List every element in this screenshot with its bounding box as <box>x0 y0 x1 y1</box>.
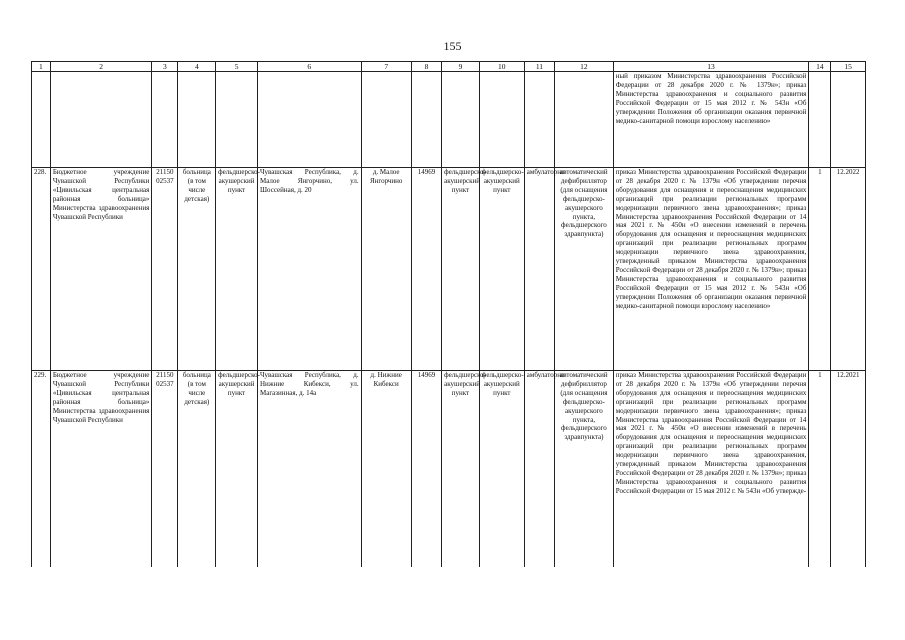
page-number: 155 <box>443 39 462 53</box>
col10-cell: фельдшерско-акушерский пункт <box>479 371 524 567</box>
table-row-continuation <box>32 72 866 168</box>
settlement-cell: д. Нижние Кибекси <box>361 371 411 567</box>
unit-cell: фельдшерско-акушерский пункт <box>216 371 258 567</box>
unit-cell: фельдшерско-акушерский пункт <box>216 168 258 371</box>
col9-cell: фельдшерско-акушерский пункт <box>442 371 480 567</box>
address-cell: Чувашская Республика, д. Нижние Кибекси, ул. Магазинная, д. 14а <box>257 371 361 567</box>
organization-cell: Бюджетное учреждение Чувашской Республики «Цивильская центральная районная больница» Министерства здравоохранения Чувашской Республики <box>50 371 152 567</box>
column-header: 8 <box>411 62 441 72</box>
column-header: 7 <box>361 62 411 72</box>
column-header: 11 <box>524 62 554 72</box>
column-header: 5 <box>216 62 258 72</box>
equipment-cell: автоматический дефибриллятор (для оснащения фельдшерско-акушерского пункта, фельдшерского здравпункта) <box>555 168 614 371</box>
col10-cell: фельдшерско-акушерский пункт <box>479 168 524 371</box>
table-row <box>32 168 866 371</box>
facility-type-cell: больница (в том числе детская) <box>178 168 216 371</box>
column-header: 9 <box>442 62 480 72</box>
care-form-cell: амбулаторно <box>524 168 554 371</box>
address-cell: Чувашская Республика, д. Малое Янгорчино, ул. Шоссейная, д. 20 <box>257 168 361 371</box>
oktmo-cell: 14969 <box>411 168 441 371</box>
equipment-cell: автоматический дефибриллятор (для оснащения фельдшерско-акушерского пункта, фельдшерского здравпункта) <box>555 371 614 567</box>
column-header: 1 <box>32 62 51 72</box>
date-cell: 12.2022 <box>831 168 866 371</box>
column-header: 15 <box>831 62 866 72</box>
legal-basis-cell: ный приказом Министерства здравоохранения Российской Федерации от 28 декабря 2020 г. № 1379н»; приказ Министерства здравоохранения и социального развития Российской Федерации от 15 мая 2012 г. № 543н «Об утверждении Положения об организации оказания первичной медико-санитарной помощи взрослому населению» <box>613 72 809 168</box>
code-cell: 21150 02537 <box>152 371 178 567</box>
column-header: 12 <box>555 62 614 72</box>
column-header: 2 <box>50 62 152 72</box>
column-header: 6 <box>257 62 361 72</box>
care-form-cell: амбулаторно <box>524 371 554 567</box>
quantity-cell: 1 <box>809 371 831 567</box>
col9-cell: фельдшерско-акушерский пункт <box>442 168 480 371</box>
table-row <box>32 371 866 567</box>
oktmo-cell: 14969 <box>411 371 441 567</box>
settlement-cell: д. Малое Янгорчино <box>361 168 411 371</box>
column-header: 13 <box>613 62 809 72</box>
row-number: 229. <box>32 371 51 567</box>
data-table <box>31 61 866 567</box>
column-header: 3 <box>152 62 178 72</box>
legal-basis-cell: приказ Министерства здравоохранения Российской Федерации от 28 декабря 2020 г. № 1379н «Об утверждении перечня оборудования для оснащения и переоснащения медицинских организаций при реализации региональных программ модернизации первичного звена здравоохранения»; приказ Министерства здравоохранения Российской Федерации от 14 мая 2021 г. № 450н «О внесении изменений в перечень оборудования для оснащения и переоснащения медицинских организаций при реализации региональных программ модернизации первичного звена здравоохранения, утвержденный приказом Министерства здравоохранения Российской Федерации от 28 декабря 2020 г. № 1379н»; приказ Министерства здравоохранения и социального развития Российской Федерации от 15 мая 2012 г. № 543н «Об утвержде- <box>613 371 809 567</box>
column-number-row <box>32 62 866 72</box>
column-header: 14 <box>809 62 831 72</box>
column-header: 4 <box>178 62 216 72</box>
code-cell: 21150 02537 <box>152 168 178 371</box>
facility-type-cell: больница (в том числе детская) <box>178 371 216 567</box>
column-header: 10 <box>479 62 524 72</box>
row-number: 228. <box>32 168 51 371</box>
date-cell: 12.2021 <box>831 371 866 567</box>
organization-cell: Бюджетное учреждение Чувашской Республики «Цивильская центральная районная больница» Министерства здравоохранения Чувашской Республики <box>50 168 152 371</box>
legal-basis-cell: приказ Министерства здравоохранения Российской Федерации от 28 декабря 2020 г. № 1379н «Об утверждении перечня оборудования для оснащения и переоснащения медицинских организаций при реализации региональных программ модернизации первичного звена здравоохранения»; приказ Министерства здравоохранения Российской Федерации от 14 мая 2021 г. № 450н «О внесении изменений в перечень оборудования для оснащения и переоснащения медицинских организаций при реализации региональных программ модернизации первичного звена здравоохранения, утвержденный приказом Министерства здравоохранения Российской Федерации от 28 декабря 2020 г. № 1379н»; приказ Министерства здравоохранения и социального развития Российской Федерации от 15 мая 2012 г. № 543н «Об утверждении Положения об организации оказания первичной медико-санитарной помощи взрослому населению» <box>613 168 809 371</box>
quantity-cell: 1 <box>809 168 831 371</box>
